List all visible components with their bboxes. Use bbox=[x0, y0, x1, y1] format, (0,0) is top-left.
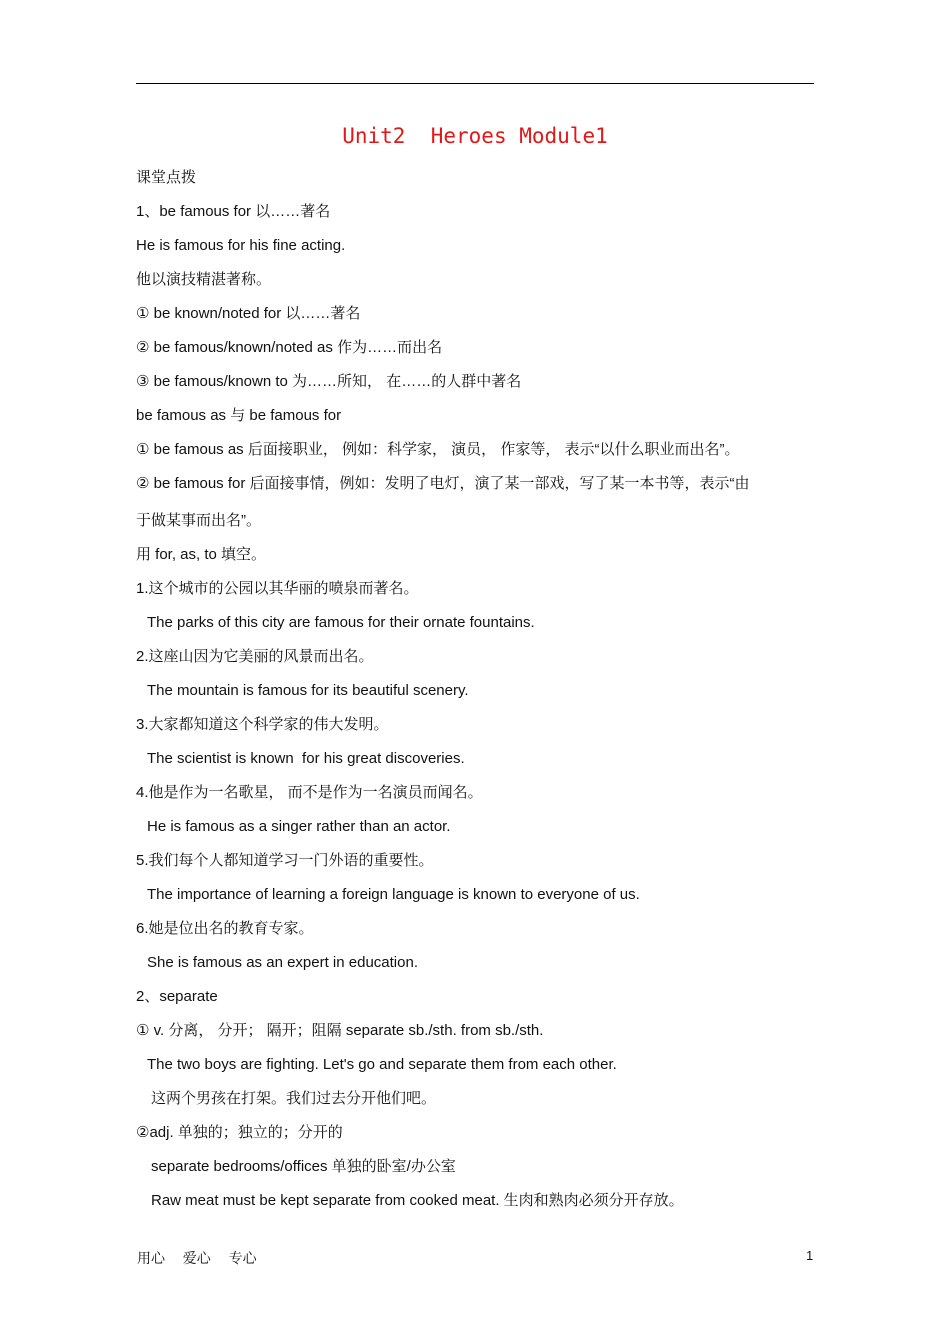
example-translation: 他以演技精湛著称。 bbox=[136, 271, 272, 288]
example-sentence: The two boys are fighting. Let's go and separate them from each other. bbox=[147, 1056, 617, 1073]
exercise-answer: The parks of this city are famous for their ornate fountains. bbox=[147, 614, 535, 631]
exercise-answer: She is famous as an expert in education. bbox=[147, 954, 418, 971]
comparison-heading: be famous as 与 be famous for bbox=[136, 407, 342, 424]
exercise-instruction: 用 for, as, to 填空。 bbox=[136, 546, 267, 563]
page-number: 1 bbox=[806, 1248, 814, 1263]
exercise-prompt: 1.这个城市的公园以其华丽的喷泉而著名。 bbox=[136, 580, 419, 597]
exercise-prompt: 2.这座山因为它美丽的风景而出名。 bbox=[136, 648, 374, 665]
exercise-prompt: 4.他是作为一名歌星， 而不是作为一名演员而闻名。 bbox=[136, 784, 483, 801]
usage-item: ②adj. 单独的；独立的；分开的 bbox=[136, 1124, 343, 1141]
comparison-item: ② be famous for 后面接事情，例如：发明了电灯，演了某一部戏，写了某一本书等，表示“由 bbox=[136, 475, 750, 492]
exercise-prompt: 5.我们每个人都知道学习一门外语的重要性。 bbox=[136, 852, 434, 869]
example-translation: 这两个男孩在打架。我们过去分开他们吧。 bbox=[151, 1090, 437, 1107]
header-rule bbox=[136, 83, 814, 84]
exercise-answer: He is famous as a singer rather than an actor. bbox=[147, 818, 451, 835]
exercise-answer: The importance of learning a foreign language is known to everyone of us. bbox=[147, 886, 640, 903]
document-body bbox=[136, 161, 820, 1218]
footer-motto: 用心 爱心 专心 bbox=[137, 1251, 257, 1267]
exercise-answer: The scientist is known for his great discoveries. bbox=[147, 750, 465, 767]
example-sentence: He is famous for his fine acting. bbox=[136, 237, 346, 254]
section-heading: 课堂点拨 bbox=[136, 169, 197, 186]
point-heading: 1、be famous for 以……著名 bbox=[136, 203, 331, 220]
point-heading: 2、separate bbox=[136, 988, 218, 1005]
exercise-answer: The mountain is famous for its beautiful scenery. bbox=[147, 682, 469, 699]
comparison-item: ① be famous as 后面接职业， 例如：科学家， 演员， 作家等， 表示“以什么职业而出名”。 bbox=[136, 441, 740, 458]
document-title: Unit2 Heroes Module1 bbox=[342, 124, 608, 148]
exercise-prompt: 3.大家都知道这个科学家的伟大发明。 bbox=[136, 716, 389, 733]
comparison-item-continued: 于做某事而出名”。 bbox=[136, 512, 261, 529]
example-phrase: separate bedrooms/offices 单独的卧室/办公室 bbox=[151, 1158, 456, 1175]
usage-item: ② be famous/known/noted as 作为……而出名 bbox=[136, 339, 443, 356]
usage-item: ① v. 分离， 分开； 隔开；阻隔 separate sb./sth. from sb./sth. bbox=[136, 1022, 544, 1039]
usage-item: ① be known/noted for 以……著名 bbox=[136, 305, 361, 322]
usage-item: ③ be famous/known to 为……所知， 在……的人群中著名 bbox=[136, 373, 522, 390]
example-sentence: Raw meat must be kept separate from cooked meat. 生肉和熟肉必须分开存放。 bbox=[151, 1192, 684, 1209]
exercise-prompt: 6.她是位出名的教育专家。 bbox=[136, 920, 314, 937]
